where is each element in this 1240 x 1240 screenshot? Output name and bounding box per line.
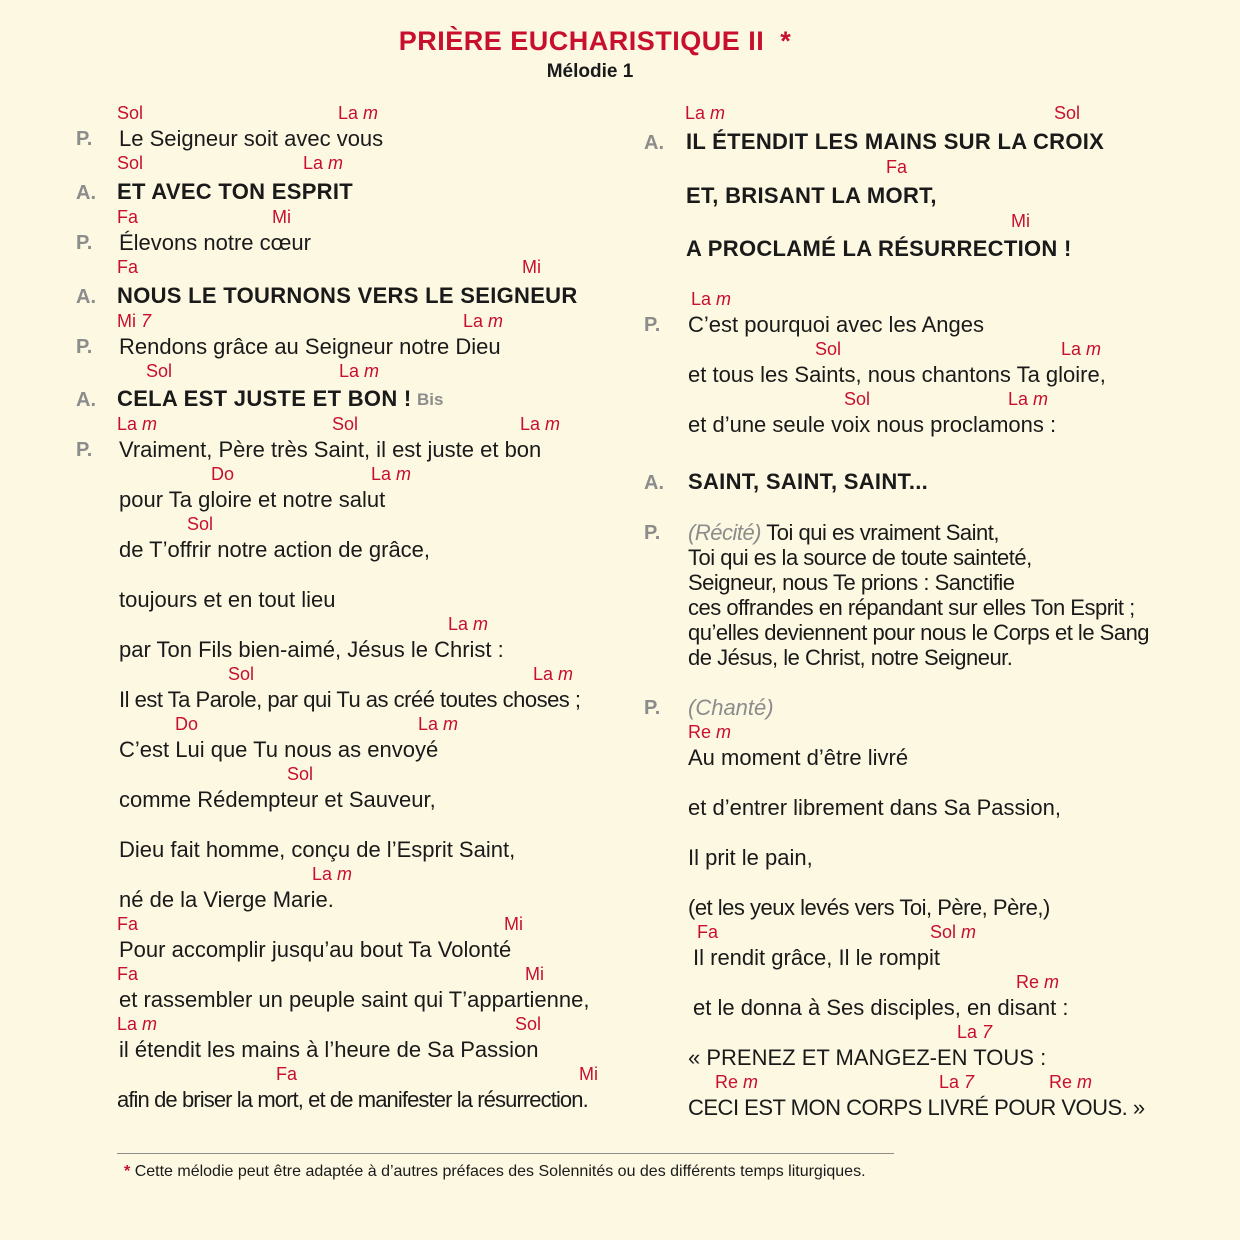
chord-la-m: La m [685, 103, 726, 123]
lyric-line: CELA EST JUSTE ET BON ! [117, 386, 412, 411]
chord-fa: Fa [117, 914, 139, 934]
lyric-line: qu’elles deviennent pour nous le Corps et le Sang [688, 620, 1150, 645]
chord-la-m: La m [448, 614, 489, 634]
recited-note: (Récité) [688, 520, 762, 545]
role-priest: P. [76, 232, 93, 254]
chord-mi: Mi [272, 207, 291, 227]
role-priest: P. [76, 128, 93, 150]
role-priest: P. [644, 697, 661, 719]
chord-la-m: La m [303, 153, 344, 173]
chord-mi: Mi [525, 964, 544, 984]
chord-sol: Sol [146, 361, 173, 381]
chord-sol: Sol [515, 1014, 542, 1034]
lyric-line: et le donna à Ses disciples, en disant : [693, 995, 1069, 1020]
lyric-line: de T’offrir notre action de grâce, [119, 537, 431, 562]
lyric-line: NOUS LE TOURNONS VERS LE SEIGNEUR [117, 283, 578, 308]
chord-la-7: La 7 [957, 1022, 993, 1042]
lyric-line: (et les yeux levés vers Toi, Père, Père,) [688, 895, 1050, 920]
page-title: PRIÈRE EUCHARISTIQUE II * [398, 26, 792, 56]
lyric-line: et tous les Saints, nous chantons Ta gloire, [688, 362, 1106, 387]
lyric-line: pour Ta gloire et notre salut [119, 487, 386, 512]
chord-sol: Sol [117, 153, 144, 173]
chord-re-m: Re m [715, 1072, 759, 1092]
lyric-line: et d’une seule voix nous proclamons : [688, 412, 1057, 437]
lyric-line: ET AVEC TON ESPRIT [117, 179, 354, 204]
chord-re-m: Re m [688, 722, 732, 742]
lyric-line: Il rendit grâce, Il le rompit [693, 945, 940, 970]
bis-marker: Bis [417, 390, 444, 409]
chord-sol: Sol [117, 103, 144, 123]
role-assembly: A. [76, 286, 96, 308]
chord-sol: Sol [287, 764, 314, 784]
chord-mi: Mi [504, 914, 523, 934]
lyric-line: et d’entrer librement dans Sa Passion, [688, 795, 1061, 820]
chord-mi-7: Mi 7 [117, 311, 152, 331]
role-priest: P. [644, 314, 661, 336]
lyric-line: né de la Vierge Marie. [119, 887, 334, 912]
lyric-line: ces offrandes en répandant sur elles Ton Esprit ; [688, 595, 1135, 620]
role-assembly: A. [644, 472, 664, 494]
chord-la-m: La m [418, 714, 459, 734]
chord-la-m: La m [117, 414, 158, 434]
lyric-line: comme Rédempteur et Sauveur, [119, 787, 436, 812]
chord-la-m: La m [371, 464, 412, 484]
lyric-line: Seigneur, nous Te prions : Sanctifie [688, 570, 1015, 595]
lyric-line: ET, BRISANT LA MORT, [686, 183, 937, 208]
lyric-line: Dieu fait homme, conçu de l’Esprit Saint, [119, 837, 516, 862]
chord-do: Do [211, 464, 235, 484]
lyric-line: SAINT, SAINT, SAINT... [688, 469, 929, 494]
chord-la-m: La m [312, 864, 353, 884]
chord-mi: Mi [1011, 211, 1030, 231]
footnote-mark: * [124, 1163, 131, 1180]
chord-sol: Sol [228, 664, 255, 684]
chord-la-m: La m [117, 1014, 158, 1034]
lyric-line: C’est Lui que Tu nous as envoyé [119, 737, 439, 762]
lyric-line: toujours et en tout lieu [119, 587, 336, 612]
chord-la-m: La m [1008, 389, 1049, 409]
lyric-line: A PROCLAMÉ LA RÉSURRECTION ! [686, 236, 1072, 261]
chord-sol-m: Sol m [930, 922, 977, 942]
role-priest: P. [644, 522, 661, 544]
chord-la-m: La m [1061, 339, 1102, 359]
chord-la-m: La m [339, 361, 380, 381]
lyric-line: (Récité) Toi qui es vraiment Saint, [688, 520, 1000, 545]
role-priest: P. [76, 439, 93, 461]
lyric-line: « PRENEZ ET MANGEZ-EN TOUS : [688, 1045, 1047, 1070]
lyric-line: Pour accomplir jusqu’au bout Ta Volonté [119, 937, 512, 962]
lyric-line: IL ÉTENDIT LES MAINS SUR LA CROIX [686, 129, 1105, 154]
chanted-note: (Chanté) [688, 695, 774, 720]
chord-sol: Sol [332, 414, 359, 434]
chord-sol: Sol [815, 339, 842, 359]
chord-fa: Fa [276, 1064, 298, 1084]
page-subtitle: Mélodie 1 [546, 61, 634, 82]
chord-la-m: La m [533, 664, 574, 684]
chord-mi: Mi [522, 257, 541, 277]
chord-la-m: La m [691, 289, 732, 309]
chord-fa: Fa [697, 922, 719, 942]
footnote: * Cette mélodie peut être adaptée à d’autres préfaces des Solennités ou des différents temps liturgiques. [124, 1163, 866, 1180]
role-assembly: A. [76, 182, 96, 204]
chord-la-m: La m [338, 103, 379, 123]
chord-sol: Sol [1054, 103, 1081, 123]
lyric-line: il étendit les mains à l’heure de Sa Passion [119, 1037, 539, 1062]
role-assembly: A. [76, 389, 96, 411]
chord-mi: Mi [579, 1064, 598, 1084]
lyric-line: Toi qui es la source de toute sainteté, [688, 545, 1032, 570]
chord-fa: Fa [886, 157, 908, 177]
lyric-line: Vraiment, Père très Saint, il est juste et bon [119, 437, 542, 462]
role-priest: P. [76, 336, 93, 358]
lyric-line: afin de briser la mort, et de manifester la résurrection. [117, 1087, 588, 1112]
chord-fa: Fa [117, 964, 139, 984]
lyric-line: par Ton Fils bien-aimé, Jésus le Christ : [119, 637, 504, 662]
lyric-line: de Jésus, le Christ, notre Seigneur. [688, 645, 1013, 670]
title-footnote-mark: * [780, 26, 792, 56]
chord-fa: Fa [117, 257, 139, 277]
chord-sol: Sol [844, 389, 871, 409]
lyric-line: Rendons grâce au Seigneur notre Dieu [119, 334, 501, 359]
chord-fa: Fa [117, 207, 139, 227]
chord-la-m: La m [463, 311, 504, 331]
chord-re-m: Re m [1049, 1072, 1093, 1092]
lyric-line: Il prit le pain, [688, 845, 813, 870]
lyric-line: Au moment d’être livré [688, 745, 909, 770]
lyric-line: Le Seigneur soit avec vous [119, 126, 384, 151]
chord-do: Do [175, 714, 199, 734]
lyric-line: CECI EST MON CORPS LIVRÉ POUR VOUS. » [688, 1095, 1145, 1120]
lyric-line: et rassembler un peuple saint qui T’appartienne, [119, 987, 590, 1012]
role-assembly: A. [644, 132, 664, 154]
chord-la-7: La 7 [939, 1072, 975, 1092]
chord-la-m: La m [520, 414, 561, 434]
chord-re-m: Re m [1016, 972, 1060, 992]
chord-sol: Sol [187, 514, 214, 534]
lyric-line: Il est Ta Parole, par qui Tu as créé toutes choses ; [119, 687, 581, 712]
footnote-divider [117, 1153, 894, 1154]
lyric-line: C’est pourquoi avec les Anges [688, 312, 984, 337]
lyric-line: Élevons notre cœur [119, 230, 311, 255]
